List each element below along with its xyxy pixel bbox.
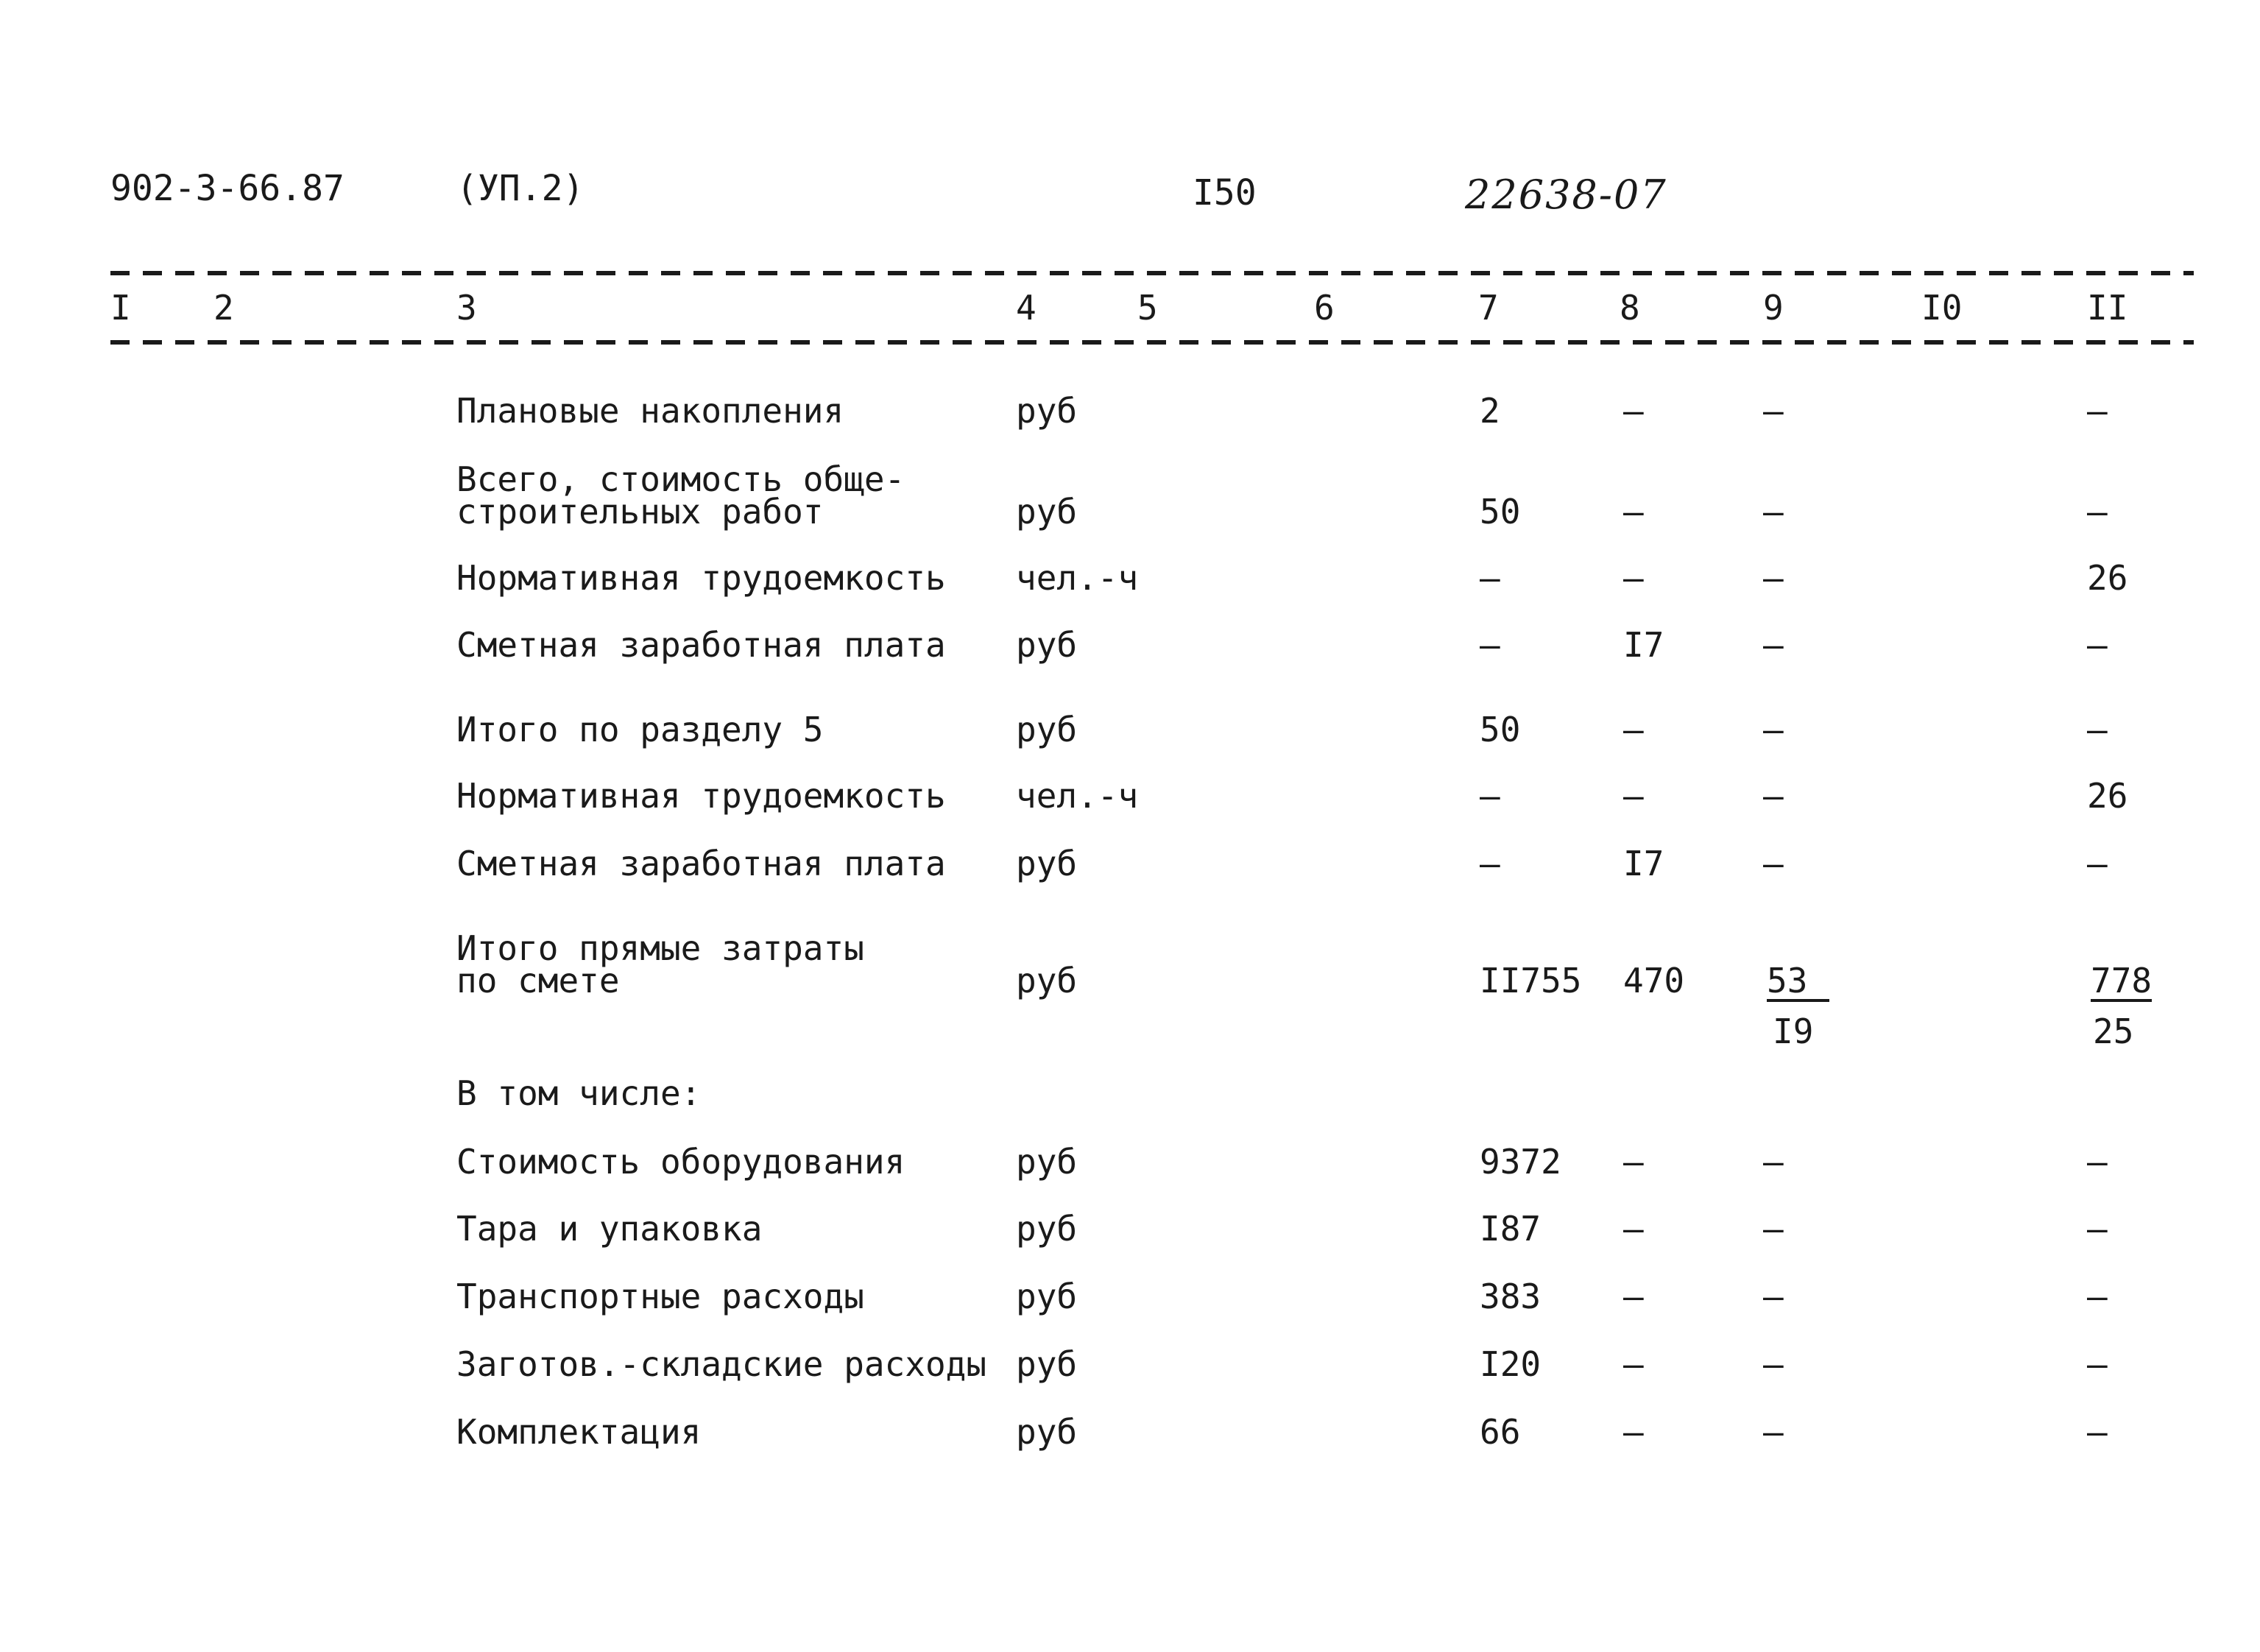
row-col8: 470 xyxy=(1623,961,1685,1000)
row-col11-denominator: 25 xyxy=(2093,1012,2134,1051)
row-name: Комплектация xyxy=(456,1412,702,1452)
row-name: Нормативная трудоемкость xyxy=(456,558,946,598)
row-col7: I87 xyxy=(1480,1209,1542,1249)
row-col9: – xyxy=(1763,391,1784,431)
row-col11: – xyxy=(2087,1209,2108,1249)
row-col9: – xyxy=(1763,1209,1784,1249)
row-name: Тара и упаковка xyxy=(456,1209,763,1249)
row-col8: – xyxy=(1623,391,1644,431)
column-header-9: 9 xyxy=(1763,288,1784,328)
row-unit: руб xyxy=(1016,1344,1078,1384)
column-header-4: 4 xyxy=(1016,288,1037,328)
column-header-7: 7 xyxy=(1478,288,1499,328)
row-col9-numerator: 53 xyxy=(1767,964,1829,1002)
page-number: I50 xyxy=(1193,172,1257,213)
row-col8: I7 xyxy=(1623,844,1664,883)
header-bottom-rule xyxy=(110,340,2194,345)
row-col11: – xyxy=(2087,1277,2108,1316)
row-col9: – xyxy=(1763,776,1784,816)
row-col8: – xyxy=(1623,1412,1644,1452)
row-col9: – xyxy=(1763,625,1784,665)
row-name: Плановые накопления xyxy=(456,391,844,431)
row-unit: руб xyxy=(1016,1412,1078,1452)
column-header-3: 3 xyxy=(456,288,477,328)
row-name-line1: Всего, стоимость обще- xyxy=(456,459,905,499)
row-name: Сметная заработная плата xyxy=(456,625,946,665)
row-col9: – xyxy=(1763,1412,1784,1452)
row-col8: – xyxy=(1623,558,1644,598)
row-unit: руб xyxy=(1016,961,1078,1000)
row-col9: – xyxy=(1763,1277,1784,1316)
row-name-line2: по смете xyxy=(456,961,620,1000)
row-name: Сметная заработная плата xyxy=(456,844,946,883)
row-col11: – xyxy=(2087,1344,2108,1384)
row-col11: 26 xyxy=(2087,558,2128,598)
subsection-label: В том числе: xyxy=(456,1073,702,1113)
row-col7: 383 xyxy=(1480,1277,1542,1316)
row-col11: – xyxy=(2087,1412,2108,1452)
row-unit: руб xyxy=(1016,492,1078,532)
header-top-rule xyxy=(110,271,2194,275)
row-name: Стоимость оборудования xyxy=(456,1142,905,1182)
row-col11: – xyxy=(2087,710,2108,749)
row-col9-denominator: I9 xyxy=(1773,1012,1814,1051)
column-header-8: 8 xyxy=(1620,288,1640,328)
row-col7: II755 xyxy=(1480,961,1582,1000)
row-col7: I20 xyxy=(1480,1344,1542,1384)
row-col9: – xyxy=(1763,558,1784,598)
row-name: Транспортные расходы xyxy=(456,1277,864,1316)
row-col7: 2 xyxy=(1480,391,1500,431)
column-header-5: 5 xyxy=(1137,288,1158,328)
row-col11: – xyxy=(2087,1142,2108,1182)
row-unit: руб xyxy=(1016,1277,1078,1316)
column-header-2: 2 xyxy=(213,288,234,328)
row-col7: – xyxy=(1480,844,1500,883)
row-unit: руб xyxy=(1016,391,1078,431)
row-unit: руб xyxy=(1016,844,1078,883)
row-col8: – xyxy=(1623,1344,1644,1384)
row-col8: – xyxy=(1623,1142,1644,1182)
row-col9: – xyxy=(1763,1344,1784,1384)
row-col9: – xyxy=(1763,492,1784,532)
row-name: Нормативная трудоемкость xyxy=(456,776,946,816)
row-col11: 26 xyxy=(2087,776,2128,816)
column-header-6: 6 xyxy=(1314,288,1335,328)
row-col9: – xyxy=(1763,1142,1784,1182)
column-header-10: I0 xyxy=(1921,288,1963,328)
row-col7: 50 xyxy=(1480,492,1521,532)
row-col7: 66 xyxy=(1480,1412,1521,1452)
row-name: Заготов.-складские расходы xyxy=(456,1344,987,1384)
row-col11: – xyxy=(2087,625,2108,665)
document-code: 902-3-66.87 xyxy=(110,168,345,209)
row-unit: чел.-ч xyxy=(1016,558,1139,598)
row-col11: – xyxy=(2087,492,2108,532)
row-col9: – xyxy=(1763,710,1784,749)
row-name: Итого по разделу 5 xyxy=(456,710,824,749)
column-header-11: II xyxy=(2087,288,2128,328)
row-col8: – xyxy=(1623,776,1644,816)
row-unit: руб xyxy=(1016,1142,1078,1182)
row-col7: 9372 xyxy=(1480,1142,1561,1182)
row-col11: – xyxy=(2087,391,2108,431)
row-col7: – xyxy=(1480,625,1500,665)
row-unit: чел.-ч xyxy=(1016,776,1139,816)
inventory-number: 22638-07 xyxy=(1465,172,1667,218)
row-col8: – xyxy=(1623,1277,1644,1316)
row-unit: руб xyxy=(1016,1209,1078,1249)
row-col7: – xyxy=(1480,776,1500,816)
album-number: (УП.2) xyxy=(456,168,585,209)
row-col7: – xyxy=(1480,558,1500,598)
row-col11: – xyxy=(2087,844,2108,883)
row-name-line2: строительных работ xyxy=(456,492,824,532)
row-name-line1: Итого прямые затраты xyxy=(456,928,864,968)
row-col8: – xyxy=(1623,710,1644,749)
column-header-1: I xyxy=(110,288,131,328)
row-unit: руб xyxy=(1016,710,1078,749)
row-col8: – xyxy=(1623,492,1644,532)
row-col7: 50 xyxy=(1480,710,1521,749)
row-col11-numerator: 778 xyxy=(2091,961,2153,1000)
row-col9: – xyxy=(1763,844,1784,883)
row-col8: I7 xyxy=(1623,625,1664,665)
row-unit: руб xyxy=(1016,625,1078,665)
row-col8: – xyxy=(1623,1209,1644,1249)
